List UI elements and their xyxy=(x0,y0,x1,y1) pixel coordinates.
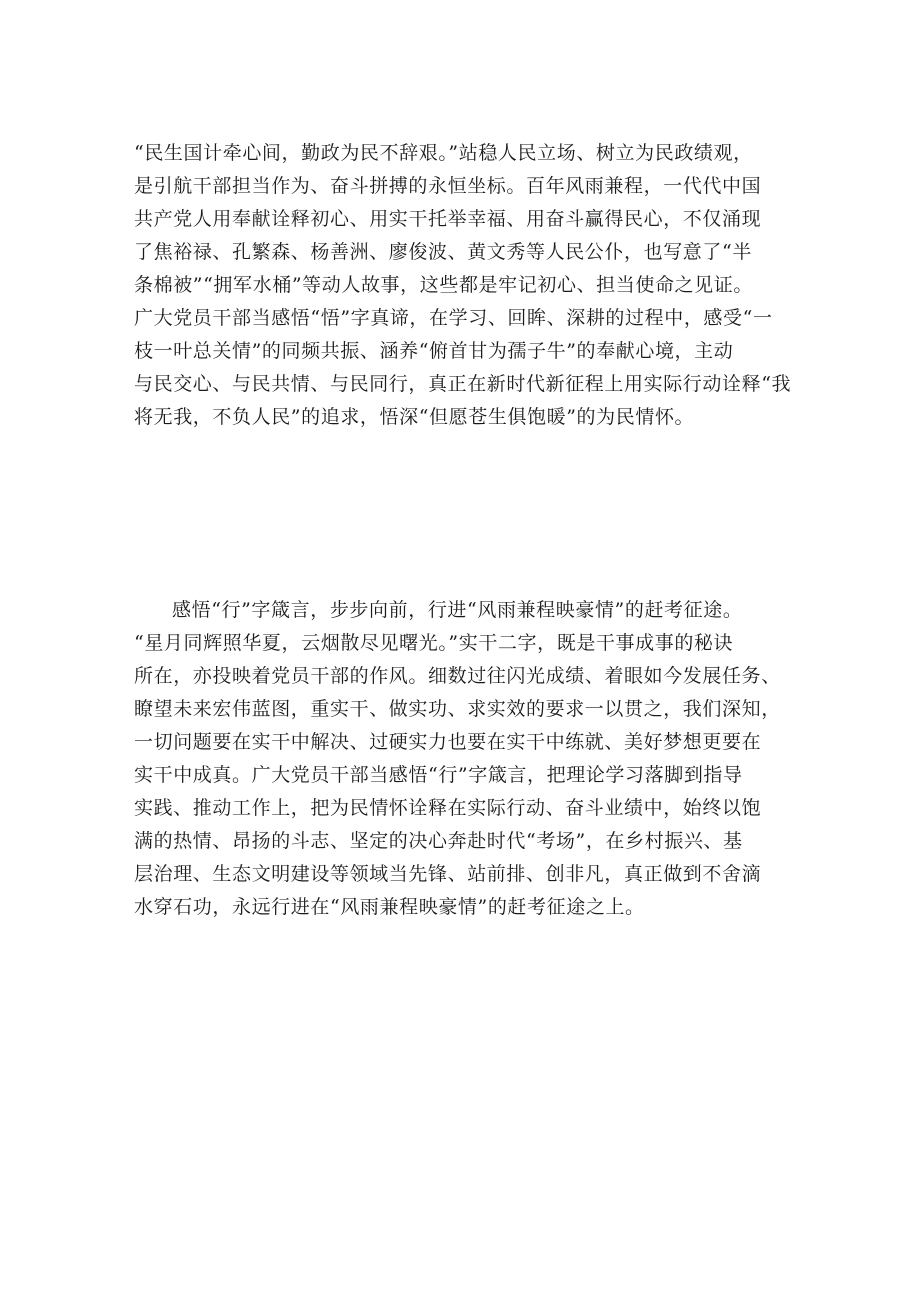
paragraph-line: 与民交心、与民共情、与民同行，真正在新时代新征程上用实际行动诠释“我 xyxy=(134,373,792,395)
paragraph-line: 广大党员干部当感悟“悟”字真谛，在学习、回眸、深耕的过程中，感受“一 xyxy=(134,307,773,329)
paragraph-line: 实践、推动工作上，把为民情怀诠释在实际行动、奋斗业绩中，始终以饱 xyxy=(134,797,762,819)
paragraph-line: 共产党人用奉献诠释初心、用实干托举幸福、用奋斗赢得民心，不仅涌现 xyxy=(134,208,762,230)
paragraph-line: 实干中成真。广大党员干部当感悟“行”字箴言，把理论学习落脚到指导 xyxy=(134,764,743,786)
paragraph-line: 枝一叶总关情”的同频共振、涵养“俯首甘为孺子牛”的奉献心境，主动 xyxy=(134,340,734,362)
paragraph-line: “民生国计牵心间，勤政为民不辞艰。”站稳人民立场、树立为民政绩观， xyxy=(134,142,753,164)
paragraph-1 xyxy=(134,137,794,434)
paragraph-line: 一切问题要在实干中解决、过硬实力也要在实干中练就、美好梦想更要在 xyxy=(134,731,762,753)
paragraph-line: 所在，亦投映着党员干部的作风。细数过往闪光成绩、着眼如今发展任务、 xyxy=(134,665,781,687)
paragraph-line: 瞭望未来宏伟蓝图，重实干、做实功、求实效的要求一以贯之，我们深知， xyxy=(134,698,781,720)
paragraph-2 xyxy=(134,594,794,924)
paragraph-line: “星月同辉照华夏，云烟散尽见曙光。”实干二字，既是干事成事的秘诀 xyxy=(134,632,734,654)
paragraph-line: 满的热情、昂扬的斗志、坚定的决心奔赴时代“考场”，在乡村振兴、基 xyxy=(134,830,743,852)
paragraph-line: 感悟“行”字箴言，步步向前，行进“风雨兼程映豪情”的赶考征途。 xyxy=(172,599,743,621)
paragraph-line: 水穿石功，永远行进在“风雨兼程映豪情”的赶考征途之上。 xyxy=(134,896,645,918)
paragraph-line: 是引航干部担当作为、奋斗拼搏的永恒坐标。百年风雨兼程，一代代中国 xyxy=(134,175,762,197)
paragraph-line: 层治理、生态文明建设等领域当先锋、站前排、创非凡，真正做到不舍滴 xyxy=(134,863,762,885)
paragraph-line: 条棉被”“拥军水桶”等动人故事，这些都是牢记初心、担当使命之见证。 xyxy=(134,274,753,296)
paragraph-line: 了焦裕禄、孔繁森、杨善洲、廖俊波、黄文秀等人民公仆，也写意了“半 xyxy=(134,241,752,263)
paragraph-line: 将无我，不负人民”的追求，悟深“但愿苍生俱饱暖”的为民情怀。 xyxy=(134,406,695,428)
